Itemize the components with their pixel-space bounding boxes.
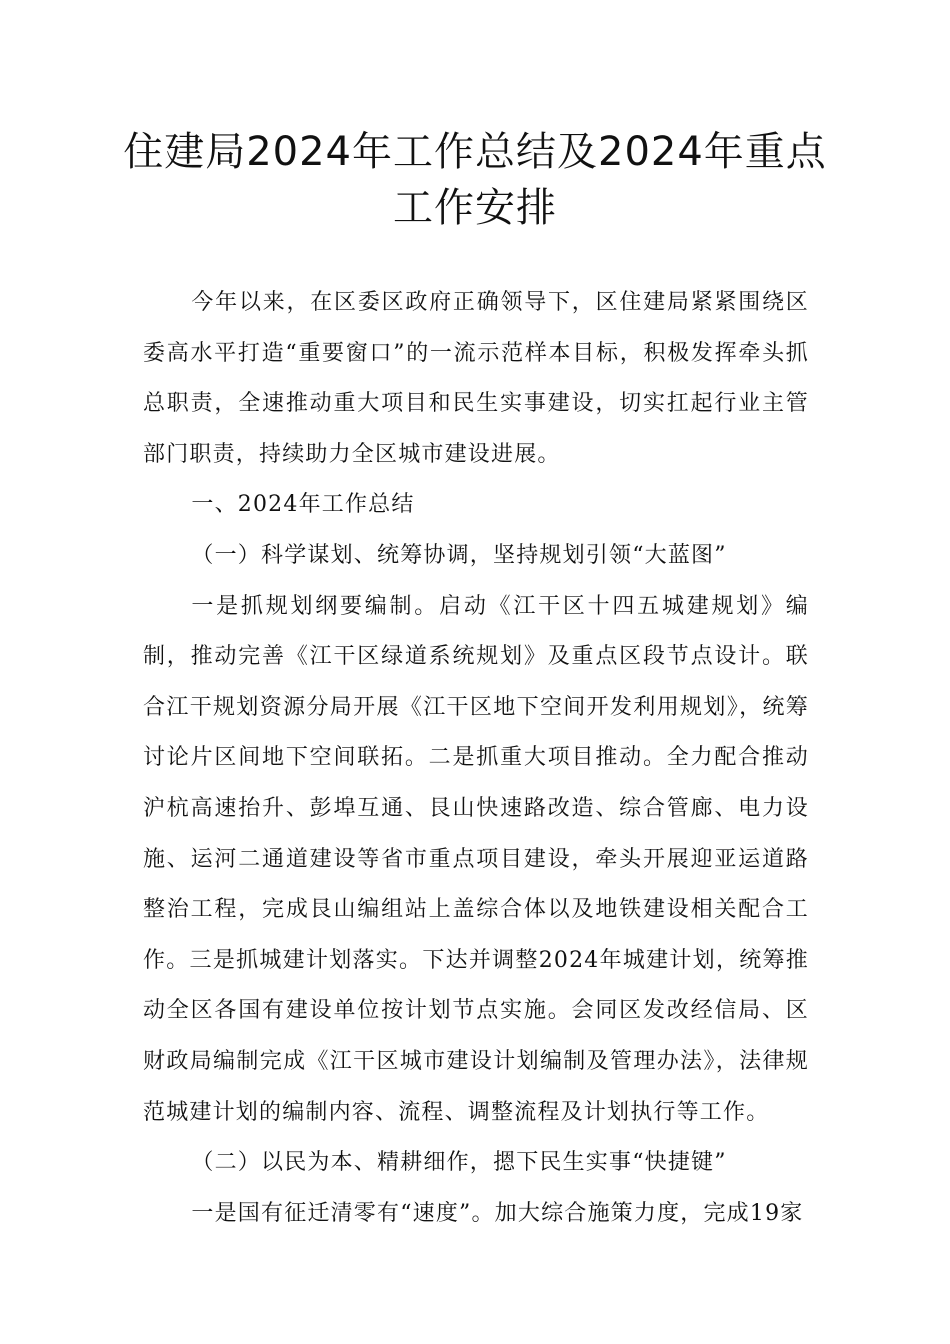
document-body <box>143 278 809 1239</box>
title-line-2: 工作安排 <box>393 185 557 231</box>
subsection-heading-2: （二）以民为本、精耕细作，摁下民生实事“快捷键” <box>191 1150 727 1176</box>
title-line-1: 住建局2024年工作总结及2024年重点 <box>123 129 827 175</box>
subsection-heading-1: （一）科学谋划、统筹协调，坚持规划引领“大蓝图” <box>191 542 727 568</box>
section-heading-1: 一、2024年工作总结 <box>191 492 415 518</box>
document-title <box>120 124 830 236</box>
body-paragraph-1: 一是抓规划纲要编制。启动《江干区十四五城建规划》编制，推动完善《江干区绿道系统规划》及重点区段节点设计。联合江干规划资源分局开展《江干区地下空间开发利用规划》，统筹讨论片区间地下空间联拓。二是抓重大项目推动。全力配合推动沪杭高速抬升、彭埠互通、艮山快速路改造、综合管廊、电力设施、运河二通道建设等省市重点项目建设，牵头开展迎亚运道路整治工程，完成艮山编组站上盖综合体以及地铁建设相关配合工作。三是抓城建计划落实。下达并调整2024年城建计划，统筹推动全区各国有建设单位按计划节点实施。会同区发改经信局、区财政局编制完成《江干区城市建设计划编制及管理办法》，法律规范城建计划的编制内容、流程、调整流程及计划执行等工作。 <box>143 593 809 1125</box>
intro-paragraph: 今年以来，在区委区政府正确领导下，区住建局紧紧围绕区委高水平打造“重要窗口”的一流示范样本目标，积极发挥牵头抓总职责，全速推动重大项目和民生实事建设，切实扛起行业主管部门职责，持续助力全区城市建设进展。 <box>143 290 809 467</box>
body-paragraph-2: 一是国有征迁清零有“速度”。加大综合施策力度，完成19家 <box>191 1200 804 1226</box>
